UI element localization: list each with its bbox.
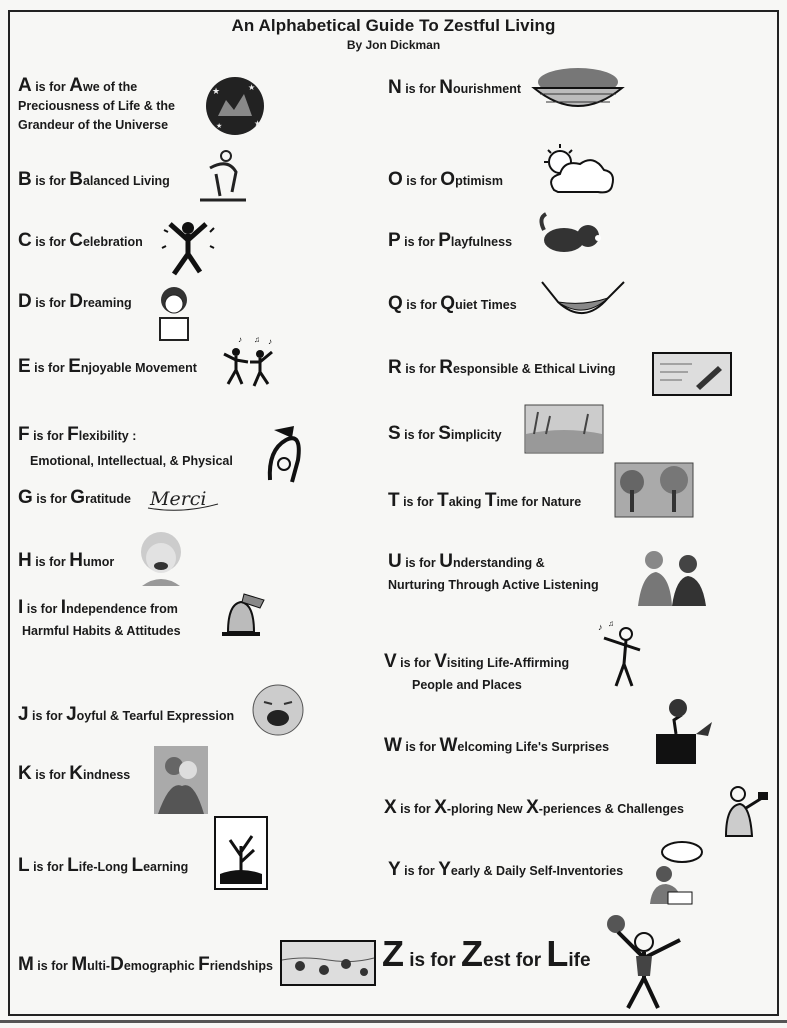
svg-text:♫: ♫ — [254, 335, 260, 344]
entry-u: U is for Understanding & Nurturing Through Active Listening — [388, 551, 599, 592]
flute-player-illustration — [596, 620, 646, 690]
entry-i: I is for Independence from Harmful Habits & Attitudes — [18, 597, 181, 638]
entry-k: K is for Kindness — [18, 763, 131, 784]
entry-n: N is for Nourishment — [388, 77, 522, 98]
merci-script-illustration — [146, 484, 220, 514]
entry-x: X is for X-ploring New X-periences & Challenges — [384, 797, 684, 818]
zestful-man-illustration — [602, 912, 686, 1012]
entry-s: S is for Simplicity — [388, 423, 502, 444]
entry-f: F is for Flexibility : Emotional, Intellectual, & Physical — [18, 424, 233, 468]
bottom-edge-shadow — [0, 1020, 787, 1023]
dancing-couple-illustration — [218, 334, 280, 390]
hammock-illustration — [538, 276, 628, 328]
svg-text:♫: ♫ — [608, 620, 614, 628]
food-basket-illustration — [528, 62, 628, 120]
entry-c: C is for Celebration — [18, 230, 143, 251]
svg-text:♪: ♪ — [268, 337, 272, 346]
playful-puppy-illustration — [538, 208, 606, 260]
svg-text:★: ★ — [216, 123, 223, 130]
entry-e: E is for Enjoyable Movement — [18, 356, 197, 377]
celebration-figure-illustration — [160, 218, 216, 278]
jack-in-box-illustration — [646, 696, 716, 766]
crying-baby-photo — [250, 680, 306, 738]
entry-b: B is for Balanced Living — [18, 169, 170, 190]
laughing-woman-photo — [134, 528, 188, 588]
awe-stars-illustration — [204, 76, 266, 136]
flexibility-figure-illustration — [262, 420, 308, 486]
svg-text:★: ★ — [248, 83, 256, 92]
entry-a: A is for Awe of the Preciousness of Life & the Grandeur of the Universe — [18, 75, 175, 132]
writing-hand-illustration — [652, 352, 732, 396]
sun-cloud-illustration — [538, 142, 618, 198]
svg-text:Merci: Merci — [150, 488, 207, 510]
pool-friends-illustration — [280, 940, 376, 986]
entry-v: V is for Visiting Life-Affirming People and Places — [384, 651, 570, 692]
book-tree-illustration — [214, 816, 268, 890]
svg-text:♪: ♪ — [238, 335, 242, 344]
page-title: An Alphabetical Guide To Zestful Living — [231, 16, 556, 35]
entry-l: L is for Life-Long Learning — [18, 855, 189, 876]
dreaming-person-illustration — [154, 284, 194, 342]
svg-text:★: ★ — [212, 86, 221, 96]
entry-r: R is for Responsible & Ethical Living — [388, 357, 616, 378]
entry-t: T is for Taking Time for Nature — [388, 490, 582, 511]
entry-j: J is for Joyful & Tearful Expression — [18, 704, 235, 725]
entry-y: Y is for Yearly & Daily Self-Inventories — [388, 859, 624, 880]
thinking-person-illustration — [648, 840, 704, 906]
svg-text:★: ★ — [254, 119, 262, 128]
listening-people-illustration — [632, 546, 712, 610]
entry-z: Z is for Zest for Life — [382, 933, 591, 974]
entry-q: Q is for Quiet Times — [388, 293, 517, 314]
kindness-hug-photo — [154, 746, 208, 814]
page-header — [0, 16, 787, 52]
river-landscape-photo — [524, 404, 604, 454]
entry-m: M is for Multi-Demographic Friendships — [18, 954, 273, 975]
liberty-bell-illustration — [214, 590, 268, 644]
entry-o: O is for Optimism — [388, 169, 504, 190]
entry-d: D is for Dreaming — [18, 291, 132, 312]
entry-g: G is for Gratitude — [18, 487, 131, 508]
entry-w: W is for Welcoming Life's Surprises — [384, 735, 610, 756]
weightlifter-illustration — [716, 784, 770, 838]
balanced-gymnast-illustration — [198, 148, 248, 206]
entry-p: P is for Playfulness — [388, 230, 513, 251]
svg-text:♪: ♪ — [598, 622, 603, 632]
forest-nature-photo — [614, 462, 694, 518]
author-byline: By Jon Dickman — [346, 38, 441, 52]
entry-h: H is for Humor — [18, 550, 115, 571]
